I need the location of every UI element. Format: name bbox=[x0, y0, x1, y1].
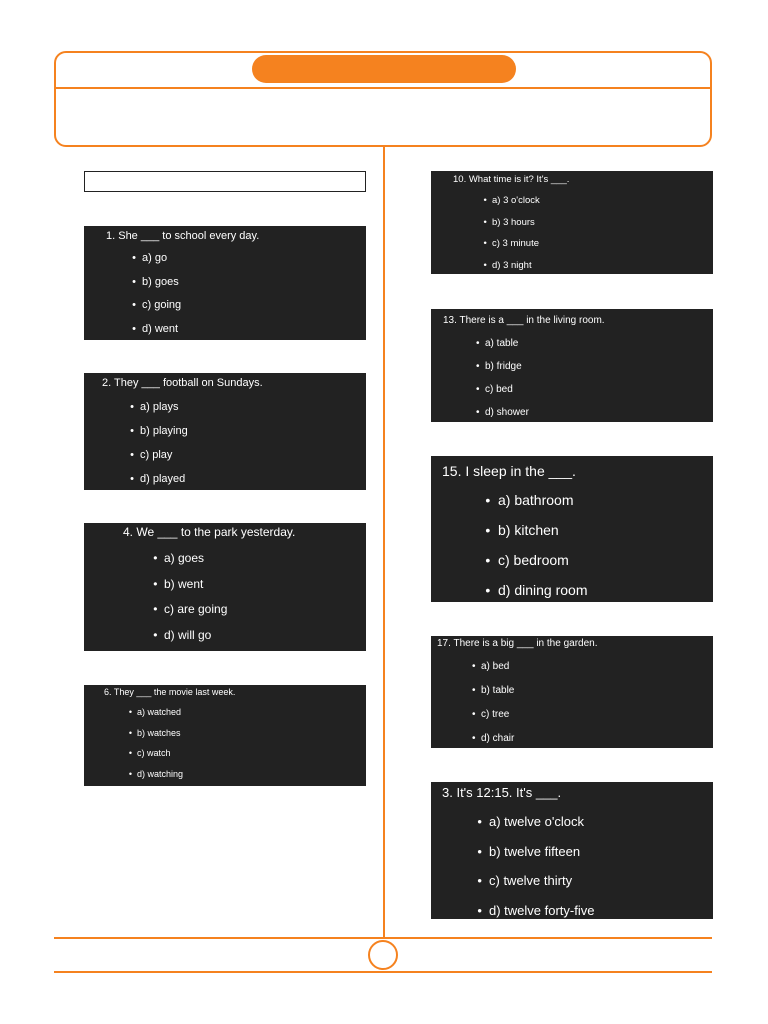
answer-option[interactable]: • d) 3 night bbox=[492, 260, 692, 275]
answer-option[interactable]: • a) bed bbox=[481, 661, 691, 685]
column-divider bbox=[383, 147, 385, 937]
question-text: 13. There is a ___ in the living room. bbox=[443, 315, 605, 326]
title-banner bbox=[252, 55, 516, 83]
answer-option[interactable]: • b) watches bbox=[137, 728, 347, 749]
answer-option[interactable]: • b) twelve fifteen bbox=[489, 844, 699, 874]
question-text: 2. They ___ football on Sundays. bbox=[102, 377, 263, 389]
page-number-circle bbox=[368, 940, 398, 970]
question-card-13 bbox=[431, 309, 713, 422]
answer-option[interactable]: • b) kitchen bbox=[498, 522, 698, 552]
answer-option[interactable]: • c) play bbox=[140, 449, 350, 473]
footer-line-bottom bbox=[54, 971, 712, 973]
question-text: 6. They ___ the movie last week. bbox=[104, 687, 236, 697]
question-card-17 bbox=[431, 636, 713, 748]
answer-option[interactable]: • a) bathroom bbox=[498, 492, 698, 522]
answer-option[interactable]: • a) goes bbox=[164, 551, 354, 577]
answer-option[interactable]: • c) are going bbox=[164, 602, 354, 628]
answer-option[interactable]: • c) twelve thirty bbox=[489, 873, 699, 903]
answer-option[interactable]: • d) will go bbox=[164, 628, 354, 652]
answer-option[interactable]: • d) dining room bbox=[498, 582, 698, 602]
answer-option[interactable]: • b) playing bbox=[140, 425, 350, 449]
answer-option[interactable]: • d) twelve forty-five bbox=[489, 903, 699, 920]
answer-option[interactable]: • a) watched bbox=[137, 707, 347, 728]
answer-option[interactable]: • a) table bbox=[485, 338, 695, 361]
question-text: 10. What time is it? It's ___. bbox=[453, 174, 570, 185]
answer-option[interactable]: • b) table bbox=[481, 685, 691, 709]
header-divider bbox=[56, 87, 710, 89]
name-input-box[interactable] bbox=[84, 171, 366, 192]
answer-option[interactable]: • a) go bbox=[142, 252, 352, 276]
answer-option[interactable]: • b) 3 hours bbox=[492, 217, 692, 239]
answer-option[interactable]: • d) went bbox=[142, 323, 352, 341]
question-card-6 bbox=[84, 685, 366, 786]
answer-option[interactable]: • d) chair bbox=[481, 733, 691, 748]
question-card-4 bbox=[84, 523, 366, 651]
answer-option[interactable]: • b) went bbox=[164, 577, 354, 603]
question-card-1 bbox=[84, 226, 366, 340]
answer-option[interactable]: • c) 3 minute bbox=[492, 238, 692, 260]
question-card-2 bbox=[84, 373, 366, 490]
question-card-10 bbox=[431, 171, 713, 274]
answer-option[interactable]: • c) bedroom bbox=[498, 552, 698, 582]
answer-option[interactable]: • b) goes bbox=[142, 276, 352, 300]
answer-option[interactable]: • b) fridge bbox=[485, 361, 695, 384]
question-text: 3. It's 12:15. It's ___. bbox=[442, 785, 562, 800]
answer-option[interactable]: • a) twelve o'clock bbox=[489, 814, 699, 844]
answer-option[interactable]: • c) watch bbox=[137, 748, 347, 769]
answer-option[interactable]: • a) plays bbox=[140, 401, 350, 425]
answer-option[interactable]: • d) played bbox=[140, 473, 350, 490]
footer-line-top bbox=[54, 937, 712, 939]
answer-option[interactable]: • c) going bbox=[142, 299, 352, 323]
question-card-3 bbox=[431, 782, 713, 919]
answer-option[interactable]: • c) tree bbox=[481, 709, 691, 733]
answer-option[interactable]: • a) 3 o'clock bbox=[492, 195, 692, 217]
answer-option[interactable]: • c) bed bbox=[485, 384, 695, 407]
question-card-15 bbox=[431, 456, 713, 602]
question-text: 4. We ___ to the park yesterday. bbox=[123, 525, 296, 539]
question-text: 1. She ___ to school every day. bbox=[106, 230, 260, 242]
answer-option[interactable]: • d) shower bbox=[485, 407, 695, 422]
answer-option[interactable]: • d) watching bbox=[137, 769, 347, 787]
question-text: 17. There is a big ___ in the garden. bbox=[437, 638, 598, 649]
question-text: 15. I sleep in the ___. bbox=[442, 463, 576, 479]
